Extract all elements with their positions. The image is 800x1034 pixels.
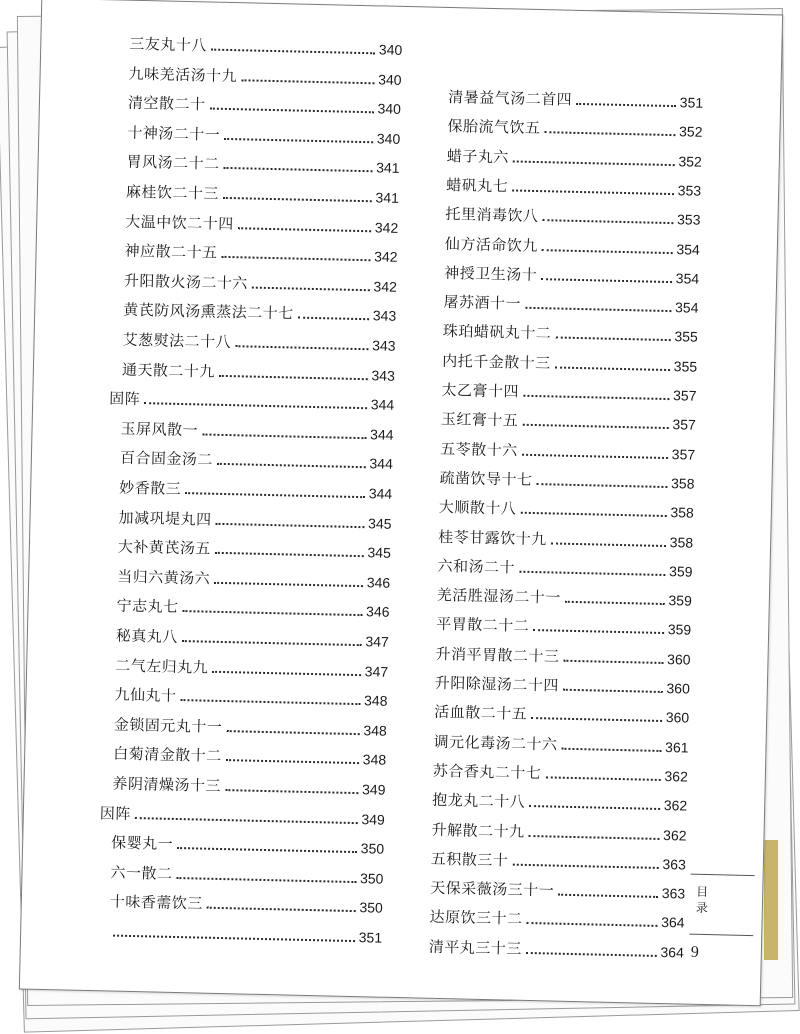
toc-entry bbox=[435, 639, 690, 669]
toc-entry-title: 百合固金汤二 bbox=[119, 449, 214, 470]
dot-leader bbox=[214, 582, 363, 587]
dot-leader bbox=[561, 747, 661, 751]
toc-entry-page: 350 bbox=[359, 899, 383, 917]
toc-entry bbox=[429, 902, 684, 932]
toc-entry-page: 347 bbox=[364, 662, 389, 680]
toc-entry-title: 清空散二十 bbox=[127, 93, 206, 114]
toc-entry-title: 十神汤二十一 bbox=[127, 123, 221, 144]
toc-entry bbox=[114, 147, 399, 177]
toc-entry bbox=[448, 82, 703, 112]
toc-entry-title: 蜡子丸六 bbox=[446, 146, 510, 166]
toc-entry bbox=[109, 384, 394, 414]
toc-entry-title: 玉屏风散一 bbox=[120, 419, 199, 440]
dot-leader bbox=[176, 877, 356, 883]
toc-entry bbox=[444, 258, 699, 288]
dot-leader bbox=[212, 670, 361, 675]
toc-entry-title: 二气左归丸九 bbox=[115, 656, 209, 677]
toc-entry-page: 354 bbox=[674, 299, 699, 316]
toc-entry-title: 玉红膏十五 bbox=[440, 410, 519, 430]
toc-entry bbox=[116, 88, 401, 118]
dot-leader bbox=[528, 834, 659, 839]
toc-entry-page: 348 bbox=[363, 692, 388, 709]
dot-leader bbox=[555, 337, 670, 342]
toc-entry-page: 349 bbox=[361, 781, 386, 798]
toc-entry-page: 364 bbox=[660, 943, 685, 961]
toc-entry-page: 359 bbox=[668, 592, 693, 609]
toc-entry-title: 十味香薷饮三 bbox=[109, 892, 204, 913]
toc-entry-page: 341 bbox=[376, 159, 400, 177]
toc-entry bbox=[106, 532, 391, 562]
toc-entry-title: 活血散二十五 bbox=[434, 703, 528, 724]
toc-entry-page: 349 bbox=[361, 810, 385, 828]
toc-entry-page: 343 bbox=[372, 307, 397, 325]
tab-rule-bottom bbox=[689, 934, 753, 936]
side-tab-label: 目录 bbox=[695, 884, 709, 916]
toc-entry bbox=[440, 433, 695, 463]
toc-entry-title: 通天散二十九 bbox=[121, 360, 216, 381]
toc-entry-title: 调元化毒汤二十六 bbox=[433, 732, 558, 754]
dot-leader bbox=[298, 317, 369, 321]
dot-leader bbox=[526, 952, 657, 957]
dot-leader bbox=[252, 286, 370, 291]
dot-leader bbox=[563, 689, 663, 693]
toc-entry-page: 357 bbox=[672, 416, 697, 433]
toc-entry bbox=[98, 887, 383, 917]
dot-leader bbox=[215, 552, 364, 557]
toc-entry bbox=[439, 463, 694, 493]
toc-entry bbox=[102, 679, 387, 709]
toc-entry-title: 清平丸三十三 bbox=[428, 937, 523, 958]
toc-entry bbox=[433, 726, 688, 756]
toc-entry-page: 346 bbox=[365, 603, 390, 621]
dot-leader bbox=[536, 483, 667, 488]
toc-entry-title: 养阴清燥汤十三 bbox=[112, 774, 222, 795]
dot-leader bbox=[144, 402, 367, 409]
toc-entry-title: 大补黄芪汤五 bbox=[117, 537, 212, 558]
toc-entry bbox=[108, 413, 393, 443]
toc-entry-title: 珠珀蜡矾丸十二 bbox=[442, 322, 552, 343]
toc-entry-page: 344 bbox=[369, 455, 394, 473]
toc-entry-page: 355 bbox=[673, 357, 698, 375]
toc-entry bbox=[115, 117, 400, 147]
toc-entry-page: 360 bbox=[666, 680, 691, 697]
toc-left-column bbox=[99, 0, 403, 946]
toc-entry-page: 342 bbox=[374, 218, 399, 236]
toc-entry-page: 344 bbox=[370, 396, 395, 414]
toc-entry-title: 九仙丸十 bbox=[114, 685, 177, 706]
toc-entry bbox=[431, 814, 686, 844]
toc-entry-page: 359 bbox=[667, 621, 692, 639]
toc-entry bbox=[441, 404, 696, 434]
toc-entry-page: 359 bbox=[668, 562, 693, 580]
toc-entry-title: 达原饮三十二 bbox=[429, 908, 523, 929]
dot-leader bbox=[558, 894, 658, 898]
toc-entry-title: 桂苓甘露饮十九 bbox=[438, 527, 547, 548]
dot-leader bbox=[226, 759, 359, 764]
toc-entry-title: 艾葱熨法二十八 bbox=[122, 330, 232, 352]
toc-entry-title: 因阵 bbox=[99, 803, 132, 823]
toc-entry-page: 351 bbox=[358, 929, 383, 946]
dot-leader bbox=[217, 463, 366, 468]
toc-entry-page: 352 bbox=[678, 152, 702, 170]
toc-entry-page: 342 bbox=[374, 248, 398, 266]
dot-leader bbox=[182, 610, 362, 616]
toc-entry-title: 金锁固元丸十一 bbox=[113, 715, 223, 736]
book-page bbox=[19, 0, 783, 1006]
toc-entry bbox=[433, 756, 688, 786]
toc-entry bbox=[431, 844, 686, 874]
toc-entry-title: 加减巩堤丸四 bbox=[118, 508, 212, 529]
toc-entry-page: 362 bbox=[663, 797, 688, 814]
dot-leader bbox=[235, 345, 368, 350]
dot-leader bbox=[185, 492, 365, 498]
toc-entry bbox=[103, 650, 388, 680]
toc-entry-page: 351 bbox=[679, 94, 704, 111]
dot-leader bbox=[202, 433, 366, 439]
toc-entry-title: 白菊清金散十二 bbox=[113, 744, 222, 766]
dot-leader bbox=[238, 227, 371, 232]
toc-entry-title: 大顺散十八 bbox=[438, 498, 517, 518]
toc-entry-title: 升阳除湿汤二十四 bbox=[434, 673, 560, 695]
toc-entry-page: 343 bbox=[371, 366, 396, 384]
toc-entry-title: 六一散二 bbox=[110, 863, 173, 883]
toc-entry bbox=[110, 324, 395, 354]
dot-leader bbox=[180, 699, 360, 705]
toc-entry-title: 固阵 bbox=[109, 389, 141, 409]
toc-entry-page: 340 bbox=[378, 41, 403, 58]
toc-entry bbox=[104, 620, 389, 650]
toc-entry-title: 保胎流气饮五 bbox=[447, 117, 541, 138]
toc-entry-page: 360 bbox=[665, 709, 690, 726]
toc-entry bbox=[430, 873, 685, 903]
toc-entry-title: 平胃散二十二 bbox=[436, 615, 530, 636]
dot-leader bbox=[519, 570, 665, 575]
toc-entry bbox=[108, 443, 393, 473]
toc-entry bbox=[111, 295, 396, 325]
dot-leader bbox=[135, 817, 358, 824]
dot-leader bbox=[551, 542, 666, 547]
toc-entry-title: 保婴丸一 bbox=[110, 833, 174, 854]
dot-leader bbox=[565, 601, 665, 605]
toc-entry-page: 350 bbox=[359, 869, 384, 887]
toc-entry-title: 屠苏酒十一 bbox=[443, 293, 522, 313]
toc-entry-title: 胃风汤二十二 bbox=[126, 153, 220, 174]
toc-entry-title: 清暑益气汤二首四 bbox=[447, 87, 573, 109]
toc-entry-page: 358 bbox=[670, 504, 695, 521]
toc-entry-page: 353 bbox=[676, 211, 701, 228]
toc-entry-page: 343 bbox=[372, 337, 396, 354]
toc-entry bbox=[443, 287, 698, 317]
dot-leader bbox=[520, 512, 666, 517]
toc-entry-page: 344 bbox=[369, 426, 394, 443]
toc-entry-page: 342 bbox=[373, 278, 398, 295]
toc-entry-title: 疏凿饮导十七 bbox=[439, 468, 533, 489]
toc-entry bbox=[110, 354, 395, 384]
toc-entry bbox=[447, 141, 702, 171]
toc-entry bbox=[441, 375, 696, 405]
toc-entry-title: 托里消毒饮八 bbox=[445, 205, 539, 226]
toc-entry bbox=[106, 502, 391, 532]
toc-entry-title: 蜡矾丸七 bbox=[446, 175, 509, 196]
dot-leader bbox=[531, 717, 662, 722]
toc-entry-page: 345 bbox=[367, 544, 392, 561]
toc-entry bbox=[445, 228, 700, 258]
toc-entry bbox=[107, 472, 392, 502]
toc-entry-page: 360 bbox=[666, 650, 691, 668]
toc-entry-page: 358 bbox=[670, 475, 695, 492]
page-edge-color-strip bbox=[764, 840, 778, 960]
dot-leader bbox=[529, 805, 660, 810]
toc-entry-page: 344 bbox=[368, 485, 393, 502]
toc-entry bbox=[442, 346, 697, 376]
toc-entry-page: 361 bbox=[664, 738, 689, 756]
toc-entry-title: 仙方活命饮九 bbox=[444, 234, 539, 255]
toc-entry-page: 346 bbox=[366, 574, 391, 591]
dot-leader bbox=[215, 522, 364, 527]
toc-entry-page: 357 bbox=[671, 445, 696, 463]
toc-entry bbox=[438, 521, 693, 551]
toc-entry bbox=[446, 170, 701, 200]
toc-entry-page: 362 bbox=[664, 767, 689, 785]
toc-entry bbox=[112, 265, 397, 295]
toc-entry-title: 黄芪防风汤熏蒸法二十七 bbox=[123, 301, 294, 323]
dot-leader bbox=[544, 131, 675, 136]
toc-entry bbox=[117, 28, 402, 58]
toc-entry-title: 五积散三十 bbox=[430, 849, 509, 870]
toc-entry bbox=[114, 176, 399, 206]
toc-entry-page: 348 bbox=[362, 751, 387, 769]
dot-leader bbox=[223, 197, 372, 202]
toc-entry-title: 升阳散火汤二十六 bbox=[123, 271, 249, 293]
toc-entry-title: 升消平胃散二十三 bbox=[435, 644, 560, 666]
toc-entry-title: 秘真丸八 bbox=[115, 626, 179, 646]
toc-entry-page: 357 bbox=[672, 387, 697, 404]
toc-entry-page: 350 bbox=[360, 840, 385, 857]
dot-leader bbox=[523, 395, 669, 400]
dot-leader bbox=[226, 730, 359, 735]
toc-entry-title: 六和汤二十 bbox=[437, 556, 516, 577]
dot-leader bbox=[113, 935, 355, 942]
dot-leader bbox=[513, 160, 675, 166]
toc-entry bbox=[102, 709, 387, 739]
toc-entry bbox=[97, 916, 382, 946]
toc-entry-title: 三友丸十八 bbox=[129, 34, 208, 55]
toc-entry-title: 大温中饮二十四 bbox=[125, 212, 234, 233]
dot-leader bbox=[542, 219, 673, 224]
toc-entry bbox=[437, 551, 692, 581]
tab-rule-top bbox=[691, 874, 755, 876]
dot-leader bbox=[219, 374, 368, 379]
toc-entry-title: 九味羌活汤十九 bbox=[128, 64, 238, 85]
toc-entry-page: 363 bbox=[662, 855, 687, 873]
toc-entry-page: 340 bbox=[378, 70, 402, 88]
toc-entry bbox=[116, 58, 401, 88]
toc-entry-page: 341 bbox=[375, 189, 400, 206]
toc-entry bbox=[434, 697, 689, 727]
dot-leader bbox=[222, 256, 371, 261]
dot-leader bbox=[225, 789, 358, 794]
toc-entry bbox=[445, 199, 700, 229]
toc-entry bbox=[447, 111, 702, 141]
toc-entry-page: 352 bbox=[678, 123, 703, 141]
toc-entry-title: 当归六黄汤六 bbox=[117, 567, 211, 588]
dot-leader bbox=[541, 278, 672, 283]
toc-entry bbox=[99, 827, 384, 857]
toc-entry-page: 354 bbox=[675, 269, 700, 287]
side-tab bbox=[688, 874, 755, 995]
toc-entry-page: 340 bbox=[376, 130, 401, 147]
toc-entry-title: 麻桂饮二十三 bbox=[125, 182, 220, 203]
toc-entry-page: 363 bbox=[661, 885, 686, 902]
dot-leader bbox=[224, 167, 373, 172]
dot-leader bbox=[533, 629, 664, 634]
toc-entry-title: 天保采薇汤三十一 bbox=[430, 878, 555, 900]
toc-entry bbox=[100, 768, 385, 798]
toc-entry-title: 宁志丸七 bbox=[116, 596, 179, 617]
toc-entry-page: 353 bbox=[677, 182, 702, 199]
toc-entry bbox=[435, 668, 690, 698]
dot-leader bbox=[209, 108, 373, 114]
dot-leader bbox=[555, 366, 670, 371]
toc-entry-page: 358 bbox=[669, 533, 694, 551]
toc-entry-title: 妙香散三 bbox=[119, 478, 182, 499]
toc-entry-page: 362 bbox=[662, 826, 687, 844]
toc-entry-title: 抱龙丸二十八 bbox=[432, 790, 526, 812]
toc-entry-title: 太乙膏十四 bbox=[441, 380, 520, 401]
dot-leader bbox=[241, 79, 374, 84]
dot-leader bbox=[522, 453, 668, 458]
dot-leader bbox=[224, 138, 373, 143]
dot-leader bbox=[522, 424, 668, 429]
toc-entry-title: 内托千金散十三 bbox=[442, 351, 551, 373]
toc-entry-page: 354 bbox=[676, 240, 700, 258]
dot-leader bbox=[525, 307, 671, 312]
toc-entry bbox=[432, 785, 687, 815]
toc-entry-page: 355 bbox=[674, 328, 698, 346]
toc-entry bbox=[104, 591, 389, 621]
toc-entry-page: 340 bbox=[377, 100, 402, 118]
dot-leader bbox=[211, 49, 375, 55]
dot-leader bbox=[207, 907, 356, 912]
dot-leader bbox=[177, 847, 357, 853]
toc-entry bbox=[443, 316, 698, 346]
toc-entry bbox=[429, 931, 684, 961]
page-number: 9 bbox=[690, 943, 700, 961]
toc-entry-title: 神授卫生汤十 bbox=[444, 263, 538, 284]
toc-entry-page: 364 bbox=[660, 914, 685, 931]
toc-entry-page: 348 bbox=[363, 722, 387, 739]
dot-leader bbox=[512, 863, 658, 868]
toc-entry bbox=[436, 609, 691, 639]
toc-entry bbox=[105, 561, 390, 591]
toc-entry-page: 345 bbox=[367, 514, 392, 532]
toc-entry-title: 五苓散十六 bbox=[440, 439, 518, 460]
dot-leader bbox=[545, 776, 660, 781]
dot-leader bbox=[542, 249, 673, 254]
toc-entry-title: 苏合香丸二十七 bbox=[432, 761, 542, 783]
dot-leader bbox=[182, 640, 362, 646]
toc-entry bbox=[437, 580, 692, 610]
toc-entry bbox=[439, 492, 694, 522]
toc-entry bbox=[100, 798, 385, 828]
toc-entry bbox=[98, 857, 383, 887]
toc-entry-title: 神应散二十五 bbox=[124, 241, 218, 262]
toc-entry-title: 羌活胜湿汤二十一 bbox=[436, 585, 562, 607]
dot-leader bbox=[526, 922, 657, 927]
toc-entry-page: 347 bbox=[365, 633, 390, 650]
dot-leader bbox=[563, 659, 663, 663]
toc-entry bbox=[113, 206, 398, 236]
toc-entry bbox=[101, 739, 386, 769]
toc-entry bbox=[112, 236, 397, 266]
toc-entry-title: 升解散二十九 bbox=[431, 820, 525, 841]
dot-leader bbox=[512, 189, 674, 195]
dot-leader bbox=[576, 103, 676, 107]
